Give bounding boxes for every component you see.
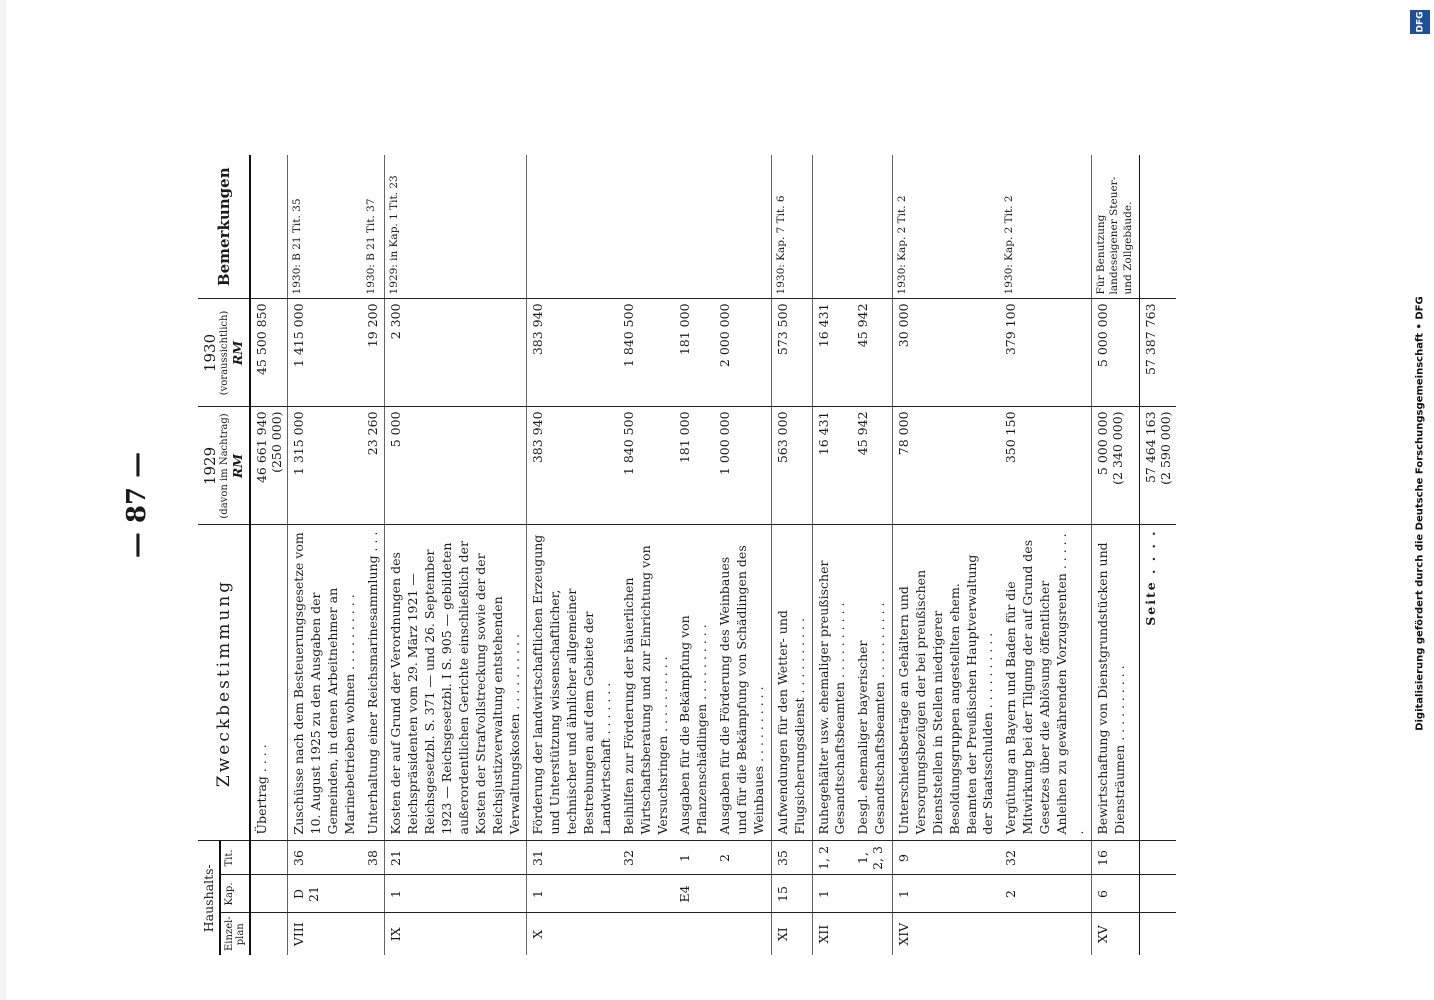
header-1929-sub: (davon im Nachtrag) xyxy=(219,413,230,519)
amount-1930-cell: 573 500 xyxy=(771,299,812,407)
description-cell: Ausgaben für die Förderung des Weinbaues und für die Bekämpfung von Schädlingen des Weinbaues . . . . . . . . . . xyxy=(714,525,771,841)
note-cell xyxy=(674,155,714,299)
description-cell: Zuschüsse nach dem Besteuerungsgesetze vom 10. August 1925 zu den Ausgaben der Gemeinden, in denen Arbeitnehmer an Marinebetrieben wohnen . . . . . . . . . . xyxy=(288,525,362,841)
table-row xyxy=(674,155,714,955)
amount-1930-cell: 19 200 xyxy=(362,299,385,407)
amount-1929-cell xyxy=(250,407,288,525)
note-cell xyxy=(250,155,288,299)
kap-cell xyxy=(852,875,892,913)
tit-cell: 31 xyxy=(527,841,618,875)
note-cell: 1930: Kap. 7 Tit. 6 xyxy=(771,155,812,299)
amount-1929-cell xyxy=(771,407,812,525)
einzelplan-cell: XV xyxy=(1094,925,1110,944)
amount-1929-value: 16 431 xyxy=(815,411,831,456)
einzelplan-cell xyxy=(362,913,385,955)
table-row xyxy=(812,155,852,955)
amount-1930-cell: 16 431 xyxy=(812,299,852,407)
budget-table xyxy=(198,155,1176,955)
note-cell xyxy=(812,155,852,299)
header-1930-year: 1930 xyxy=(201,333,219,373)
amount-1929-cell xyxy=(618,407,675,525)
kap-cell: 1 xyxy=(527,875,618,913)
description-cell: Ausgaben für die Bekämpfung von Pflanzenschädlingen . . . . . . . . . . xyxy=(674,525,714,841)
header-kap: Kap. xyxy=(220,875,250,913)
table-row xyxy=(362,155,385,955)
description-cell: Unterschiedsbeträge an Gehältern und Versorgungsbezügen der bei preußischen Dienststellen in Stellen niedrigerer Besoldungsgruppen angestellten ehem. Beamten der Preußischen Hauptverwaltung der Staatsschulden . . . . . . . . . . xyxy=(893,525,1001,841)
tit-cell: 35 xyxy=(771,841,812,875)
amount-1929-cell xyxy=(893,407,1001,525)
amount-1930-cell: 45 500 850 xyxy=(250,299,288,407)
einzelplan-cell: XII xyxy=(815,924,831,944)
total-label: Seite . . . . xyxy=(1139,525,1176,841)
einzelplan-cell xyxy=(852,913,892,955)
tit-cell: 21 xyxy=(385,841,527,875)
header-1930 xyxy=(198,299,250,407)
description-cell: Unterhaltung einer Reichsmarinesammlung . . . xyxy=(362,525,385,841)
amount-1929-cell xyxy=(852,407,892,525)
header-1929-unit: RM xyxy=(230,453,245,479)
amount-1930-cell: 181 000 xyxy=(674,299,714,407)
description-cell: Ruhegehälter usw. ehemaliger preußischer Gesandtschaftsbeamten . . . . . . . . . . xyxy=(812,525,852,841)
tit-cell: 1, 2, 3 xyxy=(852,841,892,875)
einzelplan-cell xyxy=(618,913,675,955)
amount-1929-cell xyxy=(714,407,771,525)
amount-1929-cell xyxy=(812,407,852,525)
einzelplan-cell: XIV xyxy=(896,922,911,946)
tit-cell: 36 xyxy=(288,841,362,875)
kap-cell xyxy=(362,875,385,913)
page-number: — 87 — xyxy=(122,451,152,559)
amount-1929-value: 1 315 000 xyxy=(291,411,306,476)
description-cell: Kosten der auf Grund der Verordnungen des Reichspräsidenten vom 29. März 1921 — Reichsgesetzbl. S. 371 — und 26. September 1923 — Reichsgesetzbl. I S. 905 — gebildeten außerordentlichen Gerichte einschließlich der Kosten der Strafvollstreckung sowie der der Reichsjustizverwaltung entstehenden Verwaltungskosten . . . . . . . . . . xyxy=(385,525,527,841)
kap-cell xyxy=(250,875,288,913)
note-cell xyxy=(618,155,675,299)
tit-cell: 1, 2 xyxy=(812,841,852,875)
einzelplan-cell xyxy=(250,913,288,955)
table-body xyxy=(250,155,1139,955)
amount-1930-cell: 45 942 xyxy=(852,299,892,407)
amount-1929-cell xyxy=(1091,407,1139,525)
header-haushalt: Haushalts- xyxy=(198,841,220,955)
amount-1930-cell: 5 000 000 xyxy=(1091,299,1139,407)
einzelplan-cell xyxy=(714,913,771,955)
total-1929-nachtrag: (2 590 000) xyxy=(1157,411,1173,485)
note-cell xyxy=(852,155,892,299)
amount-1929-nachtrag: (2 340 000) xyxy=(1109,411,1125,485)
amount-1929-value: 5 000 xyxy=(388,411,404,448)
amount-1929-cell xyxy=(1000,407,1091,525)
header-zweck: Zweckbestimmung xyxy=(198,525,250,841)
table-row xyxy=(714,155,771,955)
einzelplan-cell xyxy=(1000,913,1091,955)
amount-1929-cell xyxy=(362,407,385,525)
description-cell: Übertrag . . . . xyxy=(250,525,288,841)
note-cell: 1930: B 21 Tit. 35 xyxy=(288,155,362,299)
einzelplan-cell: VIII xyxy=(291,922,306,947)
amount-1929-value: 23 260 xyxy=(364,411,380,456)
amount-1929-cell xyxy=(674,407,714,525)
note-cell: 1930: B 21 Tit. 37 xyxy=(362,155,385,299)
tit-cell: 32 xyxy=(618,841,675,875)
note-cell: 1930: Kap. 2 Tit. 2 xyxy=(1000,155,1091,299)
tit-cell: 16 xyxy=(1091,841,1139,875)
table-row xyxy=(771,155,812,955)
amount-1929-cell xyxy=(527,407,618,525)
amount-1929-value: 1 840 500 xyxy=(620,411,636,476)
amount-1929-nachtrag: (250 000) xyxy=(269,411,284,473)
kap-cell: 6 xyxy=(1091,875,1139,913)
amount-1929-value: 45 942 xyxy=(855,411,871,456)
kap-cell: E4 xyxy=(674,875,714,913)
total-row xyxy=(1139,155,1176,955)
header-einzelplan: Einzel-plan xyxy=(220,913,250,955)
amount-1929-value: 350 150 xyxy=(1003,411,1019,464)
kap-cell: 1 xyxy=(385,875,527,913)
total-1930: 57 387 763 xyxy=(1139,299,1176,407)
tit-cell: 38 xyxy=(362,841,385,875)
amount-1929-value: 563 000 xyxy=(774,411,790,464)
amount-1930-cell: 379 100 xyxy=(1000,299,1091,407)
tit-cell: 32 xyxy=(1000,841,1091,875)
description-cell: Förderung der landwirtschaftlichen Erzeugung und Unterstützung wissenschaftlicher, technischer und ähnlicher allgemeiner Bestrebungen auf dem Gebiete der Landwirtschaft . . . . . . . xyxy=(527,525,618,841)
table-row xyxy=(385,155,527,955)
amount-1929-value: 78 000 xyxy=(896,411,911,456)
einzelplan-cell: XI xyxy=(774,927,790,942)
table-row xyxy=(288,155,362,955)
note-cell: Für Benutzung landeseigener Steuer- und Zollgebäude. xyxy=(1091,155,1139,299)
amount-1929-value: 383 940 xyxy=(530,411,546,464)
table-row xyxy=(1000,155,1091,955)
digitization-credit xyxy=(1408,8,1432,992)
header-1930-sub: (voraussichtlich) xyxy=(219,310,230,396)
tit-cell: 9 xyxy=(893,841,1001,875)
amount-1929-value: 1 000 000 xyxy=(717,411,733,476)
note-cell: 1929: in Kap. 1 Tit. 23 xyxy=(385,155,527,299)
kap-cell: 1 xyxy=(893,875,1001,913)
kap-cell: D 21 xyxy=(288,875,362,913)
dfg-logo: DFG xyxy=(1410,10,1430,34)
tit-cell: 1 xyxy=(674,841,714,875)
header-tit: Tit. xyxy=(220,841,250,875)
table-row xyxy=(893,155,1001,955)
description-cell: Beihilfen zur Förderung der bäuerlichen Wirtschaftsberatung und zur Einrichtung von Versuchsringen . . . . . . . . . . xyxy=(618,525,675,841)
total-1929 xyxy=(1139,407,1176,525)
header-bemerkungen: Bemerkungen xyxy=(198,155,250,299)
table-row xyxy=(1091,155,1139,955)
note-cell: 1930: Kap. 2 Tit. 2 xyxy=(893,155,1001,299)
kap-cell: 1 xyxy=(812,875,852,913)
einzelplan-cell xyxy=(674,913,714,955)
note-cell xyxy=(714,155,771,299)
amount-1930-cell: 30 000 xyxy=(893,299,1001,407)
tit-cell: 2 xyxy=(714,841,771,875)
header-1929-year: 1929 xyxy=(201,446,219,486)
kap-cell xyxy=(618,875,675,913)
scan-edge xyxy=(0,0,6,1000)
note-cell xyxy=(527,155,618,299)
kap-cell: 2 xyxy=(1000,875,1091,913)
description-cell: Aufwendungen für den Wetter- und Flugsicherungsdienst . . . . . . . . . . xyxy=(771,525,812,841)
amount-1929-value: 5 000 000 xyxy=(1094,411,1110,476)
amount-1930-cell: 2 300 xyxy=(385,299,527,407)
rotated-page xyxy=(100,55,1410,955)
einzelplan-cell: X xyxy=(530,929,546,939)
table-row xyxy=(618,155,675,955)
table-row xyxy=(250,155,288,955)
table-row xyxy=(527,155,618,955)
amount-1929-cell xyxy=(385,407,527,525)
total-1929-value: 57 464 163 xyxy=(1142,411,1158,484)
amount-1929-value: 46 661 940 xyxy=(254,411,269,484)
table-row xyxy=(852,155,892,955)
amount-1930-cell: 1 415 000 xyxy=(288,299,362,407)
description-cell: Desgl. ehemaliger bayerischer Gesandtschaftsbeamten . . . . . . . . . . xyxy=(852,525,892,841)
einzelplan-cell: IX xyxy=(388,927,404,942)
kap-cell xyxy=(714,875,771,913)
header-1929 xyxy=(198,407,250,525)
amount-1929-value: 181 000 xyxy=(677,411,693,464)
description-cell: Bewirtschaftung von Dienstgrundstücken und Diensträumen . . . . . . . . . . xyxy=(1091,525,1139,841)
amount-1929-cell xyxy=(288,407,362,525)
amount-1930-cell: 383 940 xyxy=(527,299,618,407)
credit-text: Digitalisierung gefördert durch die Deutsche Forschungsgemeinschaft • DFG xyxy=(1414,296,1426,731)
header-1930-unit: RM xyxy=(230,340,245,366)
kap-cell: 15 xyxy=(771,875,812,913)
description-cell: Vergütung an Bayern und Baden für die Mitwirkung bei der Tilgung der auf Grund des Gesetzes über die Ablösung öffentlicher Anleihen zu gewährenden Vorzugsrenten . . . . . . xyxy=(1000,525,1091,841)
amount-1930-cell: 1 840 500 xyxy=(618,299,675,407)
tit-cell xyxy=(250,841,288,875)
amount-1930-cell: 2 000 000 xyxy=(714,299,771,407)
